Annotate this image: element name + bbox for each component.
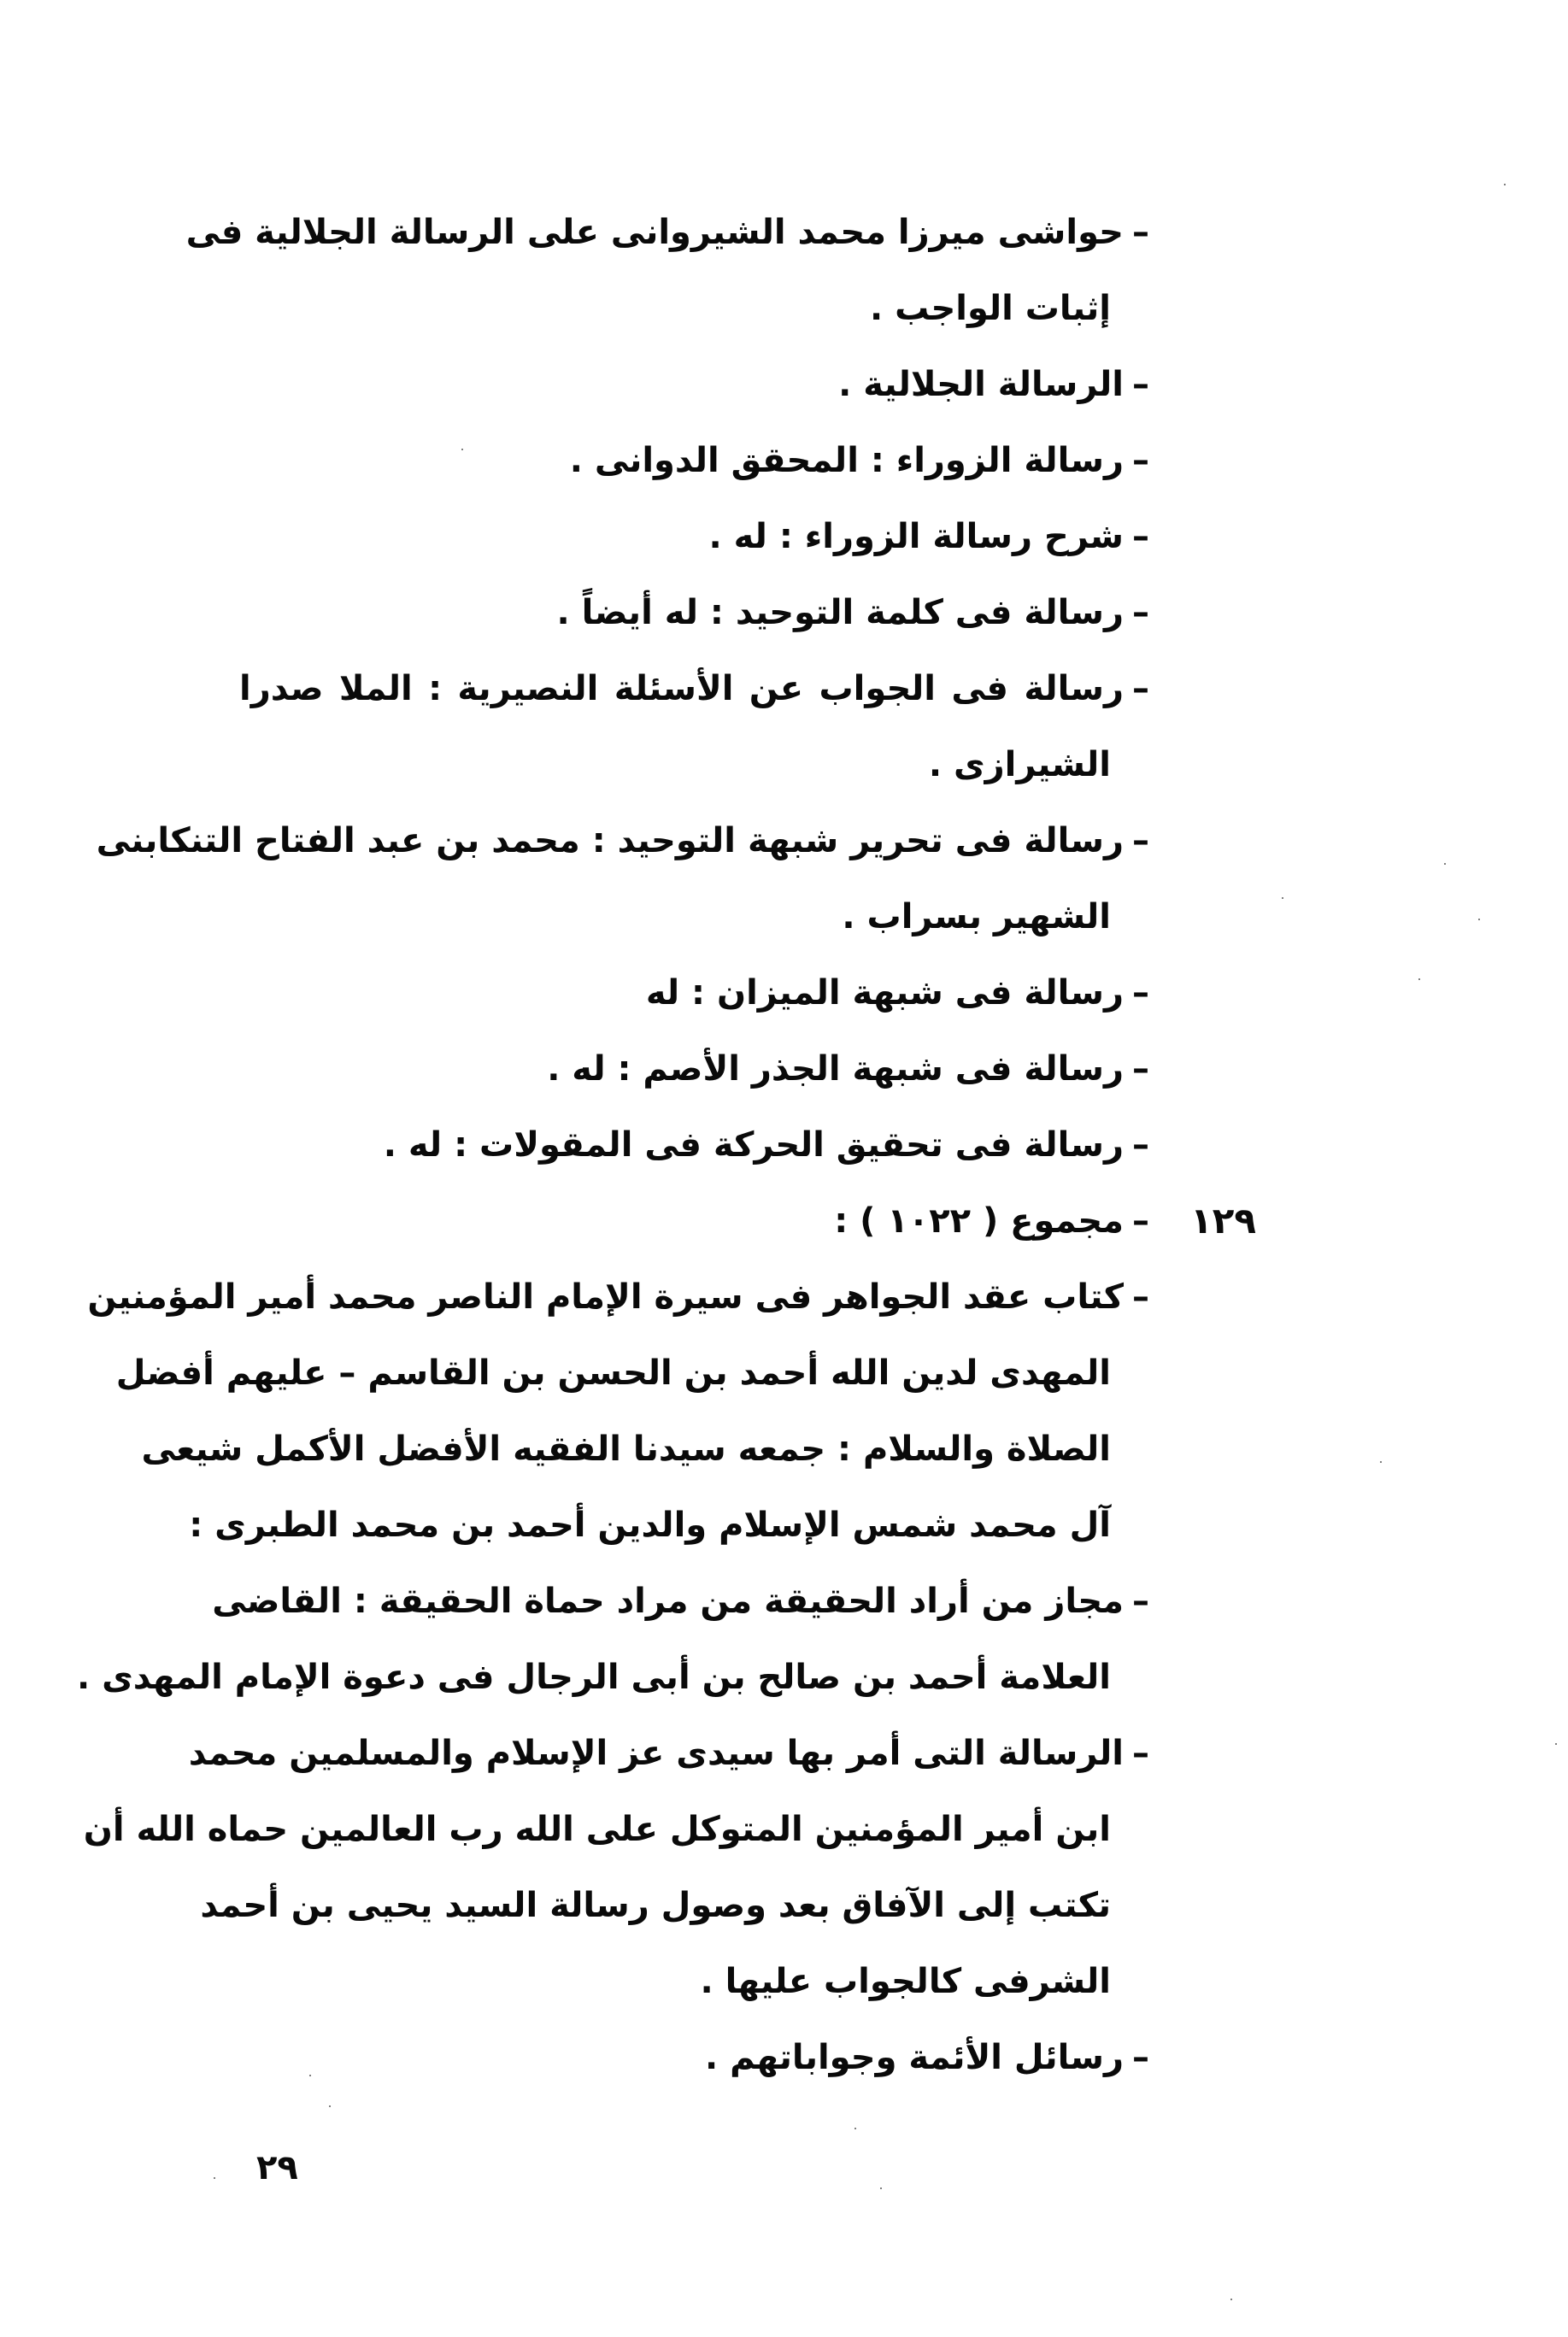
dash: – <box>1132 1201 1149 1241</box>
list-item-continuation <box>189 1491 1111 1559</box>
line-text: رسالة فی تحقيق الحركة فی المقولات : له . <box>383 1125 1124 1165</box>
line-text: رسالة فی كلمة التوحيد : له أيضاً . <box>556 593 1124 632</box>
scan-speck <box>329 2105 331 2107</box>
line-text: رسالة فی شبهة الجذر الأصم : له . <box>547 1049 1124 1089</box>
list-item-continuation <box>141 1415 1111 1483</box>
line-text: إثبات الواجب . <box>869 289 1111 328</box>
dash: – <box>1132 973 1149 1013</box>
scan-speck <box>880 2187 882 2189</box>
list-item <box>709 502 1149 571</box>
list-item-continuation <box>83 1795 1111 1864</box>
line-text: آل محمد شمس الإسلام والدين أحمد بن محمد الطبری : <box>189 1506 1111 1545</box>
line-text: رسالة فی شبهة الميزان : له <box>645 973 1124 1013</box>
line-text: مجموع ( ١٠٢٢ ) : <box>834 1201 1124 1241</box>
dash: – <box>1132 441 1149 480</box>
line-text: العلامة أحمد بن صالح بن أبی الرجال فی دعوة الإمام المهدی . <box>77 1658 1111 1697</box>
line-text: تكتب إلی الآفاق بعد وصول رسالة السيد يحيی بن أحمد <box>200 1886 1111 1925</box>
list-item-continuation <box>842 883 1111 951</box>
list-item <box>96 807 1149 875</box>
line-text: رسالة الزوراء : المحقق الدوانی . <box>569 441 1124 480</box>
scan-speck <box>1444 863 1446 865</box>
line-text: ابن أمير المؤمنين المتوكل علی الله رب العالمين حماه الله أن <box>83 1810 1111 1849</box>
line-text: رسالة فی تحرير شبهة التوحيد : محمد بن عبد الفتاح التنكابنی <box>96 821 1124 860</box>
line-text: كتاب عقد الجواهر فی سيرة الإمام الناصر محمد أمير المؤمنين <box>87 1277 1124 1317</box>
list-item-continuation <box>200 1871 1111 1940</box>
scan-speck <box>1504 184 1506 185</box>
dash: – <box>1132 365 1149 404</box>
list-item <box>212 1567 1149 1635</box>
line-text: الصلاة والسلام : جمعه سيدنا الفقيه الأفضل الأكمل شيعی <box>141 1430 1111 1469</box>
list-item <box>646 959 1149 1027</box>
list-item <box>547 1035 1149 1103</box>
collection-heading <box>834 1187 1149 1255</box>
line-text: الشيرازی . <box>928 745 1111 784</box>
list-item-continuation <box>929 731 1111 799</box>
scan-speck <box>461 449 463 450</box>
list-item <box>705 2023 1149 2092</box>
line-text: حواشی ميرزا محمد الشيروانی علی الرسالة الجلالية فی <box>185 213 1124 252</box>
dash: – <box>1132 1734 1149 1773</box>
line-text: مجاز من أراد الحقيقة من مراد حماة الحقيقة : القاضی <box>212 1582 1124 1621</box>
page-number: ٢٩ <box>256 2148 298 2187</box>
list-item <box>239 655 1149 723</box>
list-item <box>384 1111 1149 1179</box>
dash: – <box>1132 213 1149 252</box>
dash: – <box>1132 1277 1149 1317</box>
scan-speck <box>1282 897 1283 899</box>
list-item <box>570 426 1149 495</box>
dash: – <box>1132 1049 1149 1089</box>
scan-speck <box>309 2075 311 2076</box>
list-item-continuation <box>701 1947 1111 2016</box>
list-item <box>188 1719 1149 1788</box>
scan-speck <box>854 2128 856 2129</box>
scan-speck <box>1555 1743 1557 1745</box>
scan-speck <box>1380 1461 1382 1463</box>
line-text: الرسالة التی أمر بها سيدی عز الإسلام والمسلمين محمد <box>188 1734 1124 1773</box>
dash: – <box>1132 821 1149 860</box>
dash: – <box>1132 2038 1149 2077</box>
dash: – <box>1132 1125 1149 1165</box>
dash: – <box>1132 517 1149 556</box>
dash: – <box>1132 669 1149 708</box>
line-text: المهدی لدين الله أحمد بن الحسن بن القاسم – عليهم أفضل <box>115 1353 1111 1393</box>
line-text: رسائل الأئمة وجواباتهم . <box>705 2038 1124 2077</box>
list-item <box>185 198 1149 267</box>
scan-speck <box>1418 978 1420 980</box>
scan-speck <box>1230 2299 1232 2300</box>
dash: – <box>1132 1582 1149 1621</box>
scan-speck <box>214 2177 215 2179</box>
list-item <box>838 350 1149 419</box>
dash: – <box>1132 593 1149 632</box>
line-text: الشرفی كالجواب عليها . <box>700 1962 1111 2001</box>
entry-number: ١٢٩ <box>1190 1200 1256 1242</box>
list-item-continuation <box>115 1339 1111 1407</box>
line-text: شرح رسالة الزوراء : له . <box>708 517 1124 556</box>
line-text: الشهير بسراب . <box>842 897 1111 937</box>
list-item <box>557 578 1150 647</box>
list-item-continuation <box>870 274 1111 343</box>
list-item-continuation <box>77 1643 1111 1712</box>
scan-speck <box>1478 919 1480 920</box>
line-text: الرسالة الجلالية . <box>838 365 1124 404</box>
line-text: رسالة فی الجواب عن الأسئلة النصيرية : الملا صدرا <box>239 669 1124 708</box>
list-item <box>87 1263 1149 1331</box>
